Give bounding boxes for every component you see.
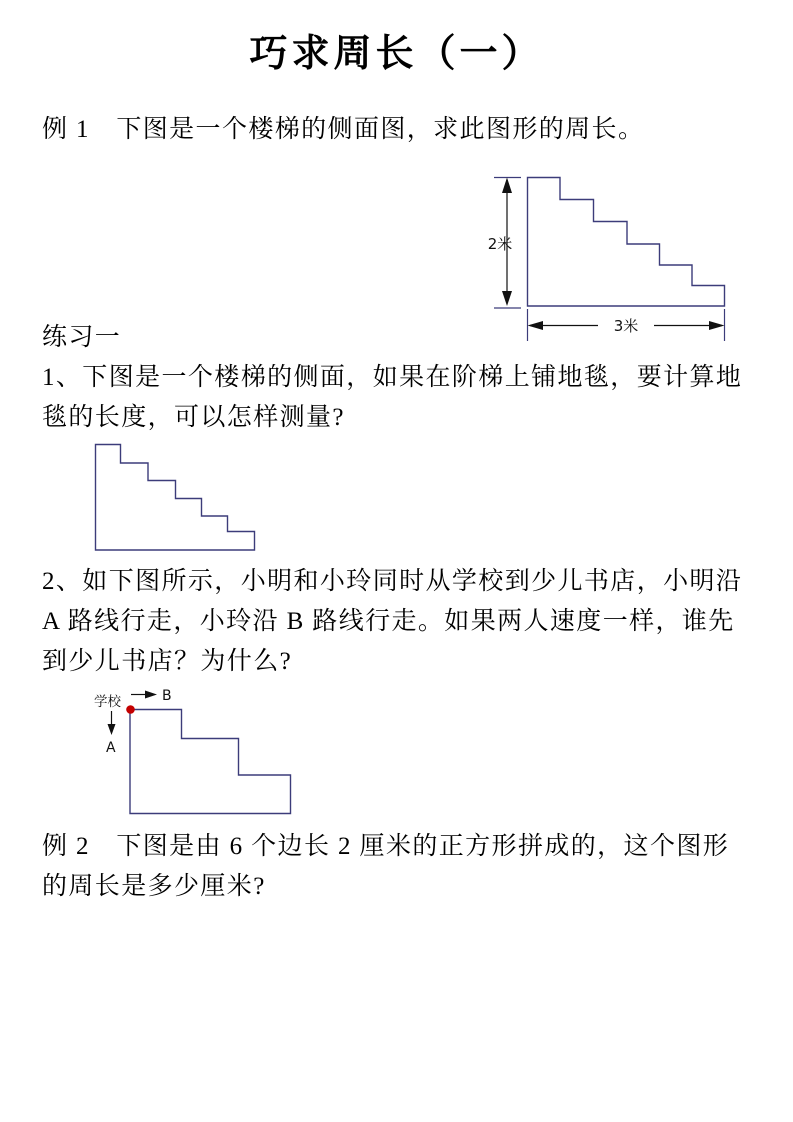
arrow-right-icon — [709, 321, 725, 330]
staircase-outline-example1 — [528, 178, 725, 307]
question1-line-2: 毯的长度，可以怎样测量? — [42, 404, 345, 431]
width-dimension-label: 3米 — [613, 317, 639, 335]
example2-line-2: 的周长是多少厘米? — [42, 873, 266, 900]
route-a-arrow — [106, 711, 116, 756]
route-a-label: A — [106, 740, 116, 756]
height-dimension — [488, 178, 521, 309]
school-label: 学校 — [94, 694, 121, 710]
practice-heading — [42, 318, 121, 358]
arrow-up-icon — [502, 178, 512, 194]
arrow-right-icon — [145, 691, 157, 699]
question2-line-2: A 路线行走，小玲沿 B 路线行走。如果两人速度一样，谁先 — [42, 608, 735, 635]
arrow-down-icon — [502, 291, 512, 306]
page-title: 巧求周长（一） — [249, 33, 544, 75]
staircase-outline-question1 — [96, 445, 255, 551]
example1-diagram — [480, 163, 765, 348]
school-dot — [126, 705, 135, 714]
question2-line-3: 到少儿书店？为什么? — [42, 648, 293, 675]
question1-paragraph — [42, 358, 742, 438]
route-block-outline — [130, 710, 291, 814]
example2-paragraph — [42, 827, 729, 907]
example1-line-1: 例 1 下图是一个楼梯的侧面图，求此图形的周长。 — [42, 116, 645, 143]
route-b-arrow — [131, 688, 172, 704]
question2-line-1: 2、如下图所示，小明和小玲同时从学校到少儿书店，小明沿 — [42, 568, 743, 595]
height-dimension-label: 2米 — [487, 235, 513, 253]
question1-line-1: 1、下图是一个楼梯的侧面，如果在阶梯上铺地毯，要计算地 — [42, 364, 743, 391]
question1-diagram — [88, 436, 263, 558]
example1-paragraph — [42, 110, 644, 150]
question2-diagram — [88, 680, 298, 822]
practice-heading-text: 练习一 — [42, 324, 122, 351]
width-dimension — [528, 309, 725, 341]
route-b-label: B — [162, 688, 172, 704]
question2-paragraph — [42, 562, 742, 682]
example2-line-1: 例 2 下图是由 6 个边长 2 厘米的正方形拼成的，这个图形 — [42, 833, 730, 860]
arrow-down-icon — [108, 724, 116, 735]
arrow-left-icon — [528, 321, 544, 330]
